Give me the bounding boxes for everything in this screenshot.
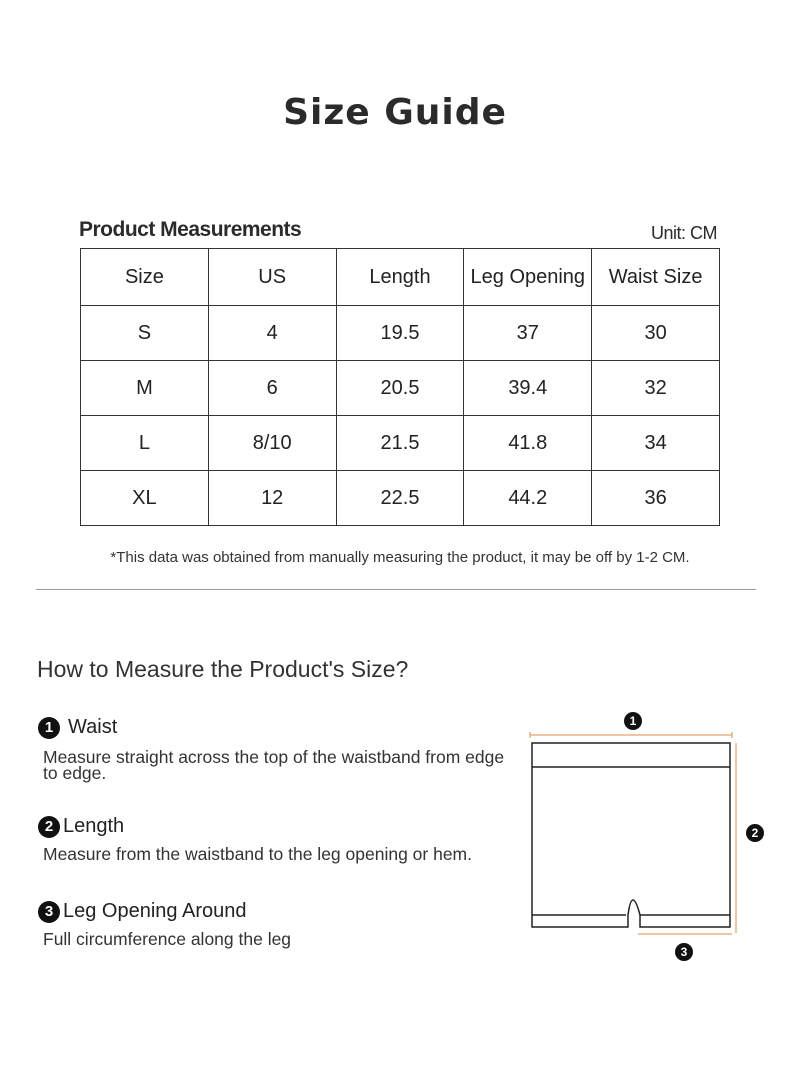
column-header: Size: [81, 249, 209, 306]
diagram-label-length: 2: [746, 824, 764, 842]
size-table: [80, 248, 720, 526]
step-description: Measure straight across the top of the waistband from edge to edge.: [43, 747, 505, 783]
measurement-disclaimer: *This data was obtained from manually measuring the product, it may be off by 1-2 CM.: [110, 549, 690, 566]
column-header: Length: [336, 249, 464, 306]
step-title: Waist: [68, 716, 118, 738]
measurements-heading: Product Measurements: [79, 218, 302, 241]
table-cell: 20.5: [336, 361, 464, 416]
table-cell: XL: [81, 471, 209, 526]
step-length: [38, 815, 513, 862]
table-cell: M: [81, 361, 209, 416]
table-cell: 36: [592, 471, 720, 526]
diagram-label-waist: 1: [624, 712, 642, 730]
step-title: Length: [63, 815, 125, 837]
table-cell: 4: [208, 306, 336, 361]
table-cell: L: [81, 416, 209, 471]
step-number-badge: 1: [38, 717, 60, 739]
diagram-label-leg: 3: [675, 943, 693, 961]
unit-label: Unit: CM: [650, 223, 717, 243]
table-cell: 12: [208, 471, 336, 526]
table-cell: 34: [592, 416, 720, 471]
table-cell: 22.5: [336, 471, 464, 526]
step-number-badge: 3: [38, 901, 60, 923]
measurement-diagram: [520, 705, 780, 980]
shorts-illustration: [520, 705, 780, 975]
table-cell: 30: [592, 306, 720, 361]
table-cell: 21.5: [336, 416, 464, 471]
table-cell: 19.5: [336, 306, 464, 361]
table-cell: 8/10: [208, 416, 336, 471]
step-description: Measure from the waistband to the leg opening or hem.: [43, 844, 472, 864]
table-cell: 39.4: [464, 361, 592, 416]
table-row: [81, 471, 720, 526]
table-row: [81, 416, 720, 471]
step-waist: [38, 716, 513, 781]
page-title: Size Guide: [283, 92, 507, 133]
table-cell: S: [81, 306, 209, 361]
table-cell: 37: [464, 306, 592, 361]
step-title: Leg Opening Around: [63, 900, 247, 922]
column-header: US: [208, 249, 336, 306]
column-header: Waist Size: [592, 249, 720, 306]
column-header: Leg Opening: [464, 249, 592, 306]
table-header-row: [81, 249, 720, 306]
table-row: [81, 306, 720, 361]
table-cell: 41.8: [464, 416, 592, 471]
table-cell: 32: [592, 361, 720, 416]
section-divider: [36, 589, 756, 590]
step-description: Full circumference along the leg: [43, 929, 292, 949]
table-row: [81, 361, 720, 416]
howto-heading: How to Measure the Product's Size?: [37, 656, 409, 682]
step-number-badge: 2: [38, 816, 60, 838]
step-leg-opening: [38, 900, 513, 947]
table-cell: 6: [208, 361, 336, 416]
table-cell: 44.2: [464, 471, 592, 526]
shorts-outline: [532, 743, 730, 927]
